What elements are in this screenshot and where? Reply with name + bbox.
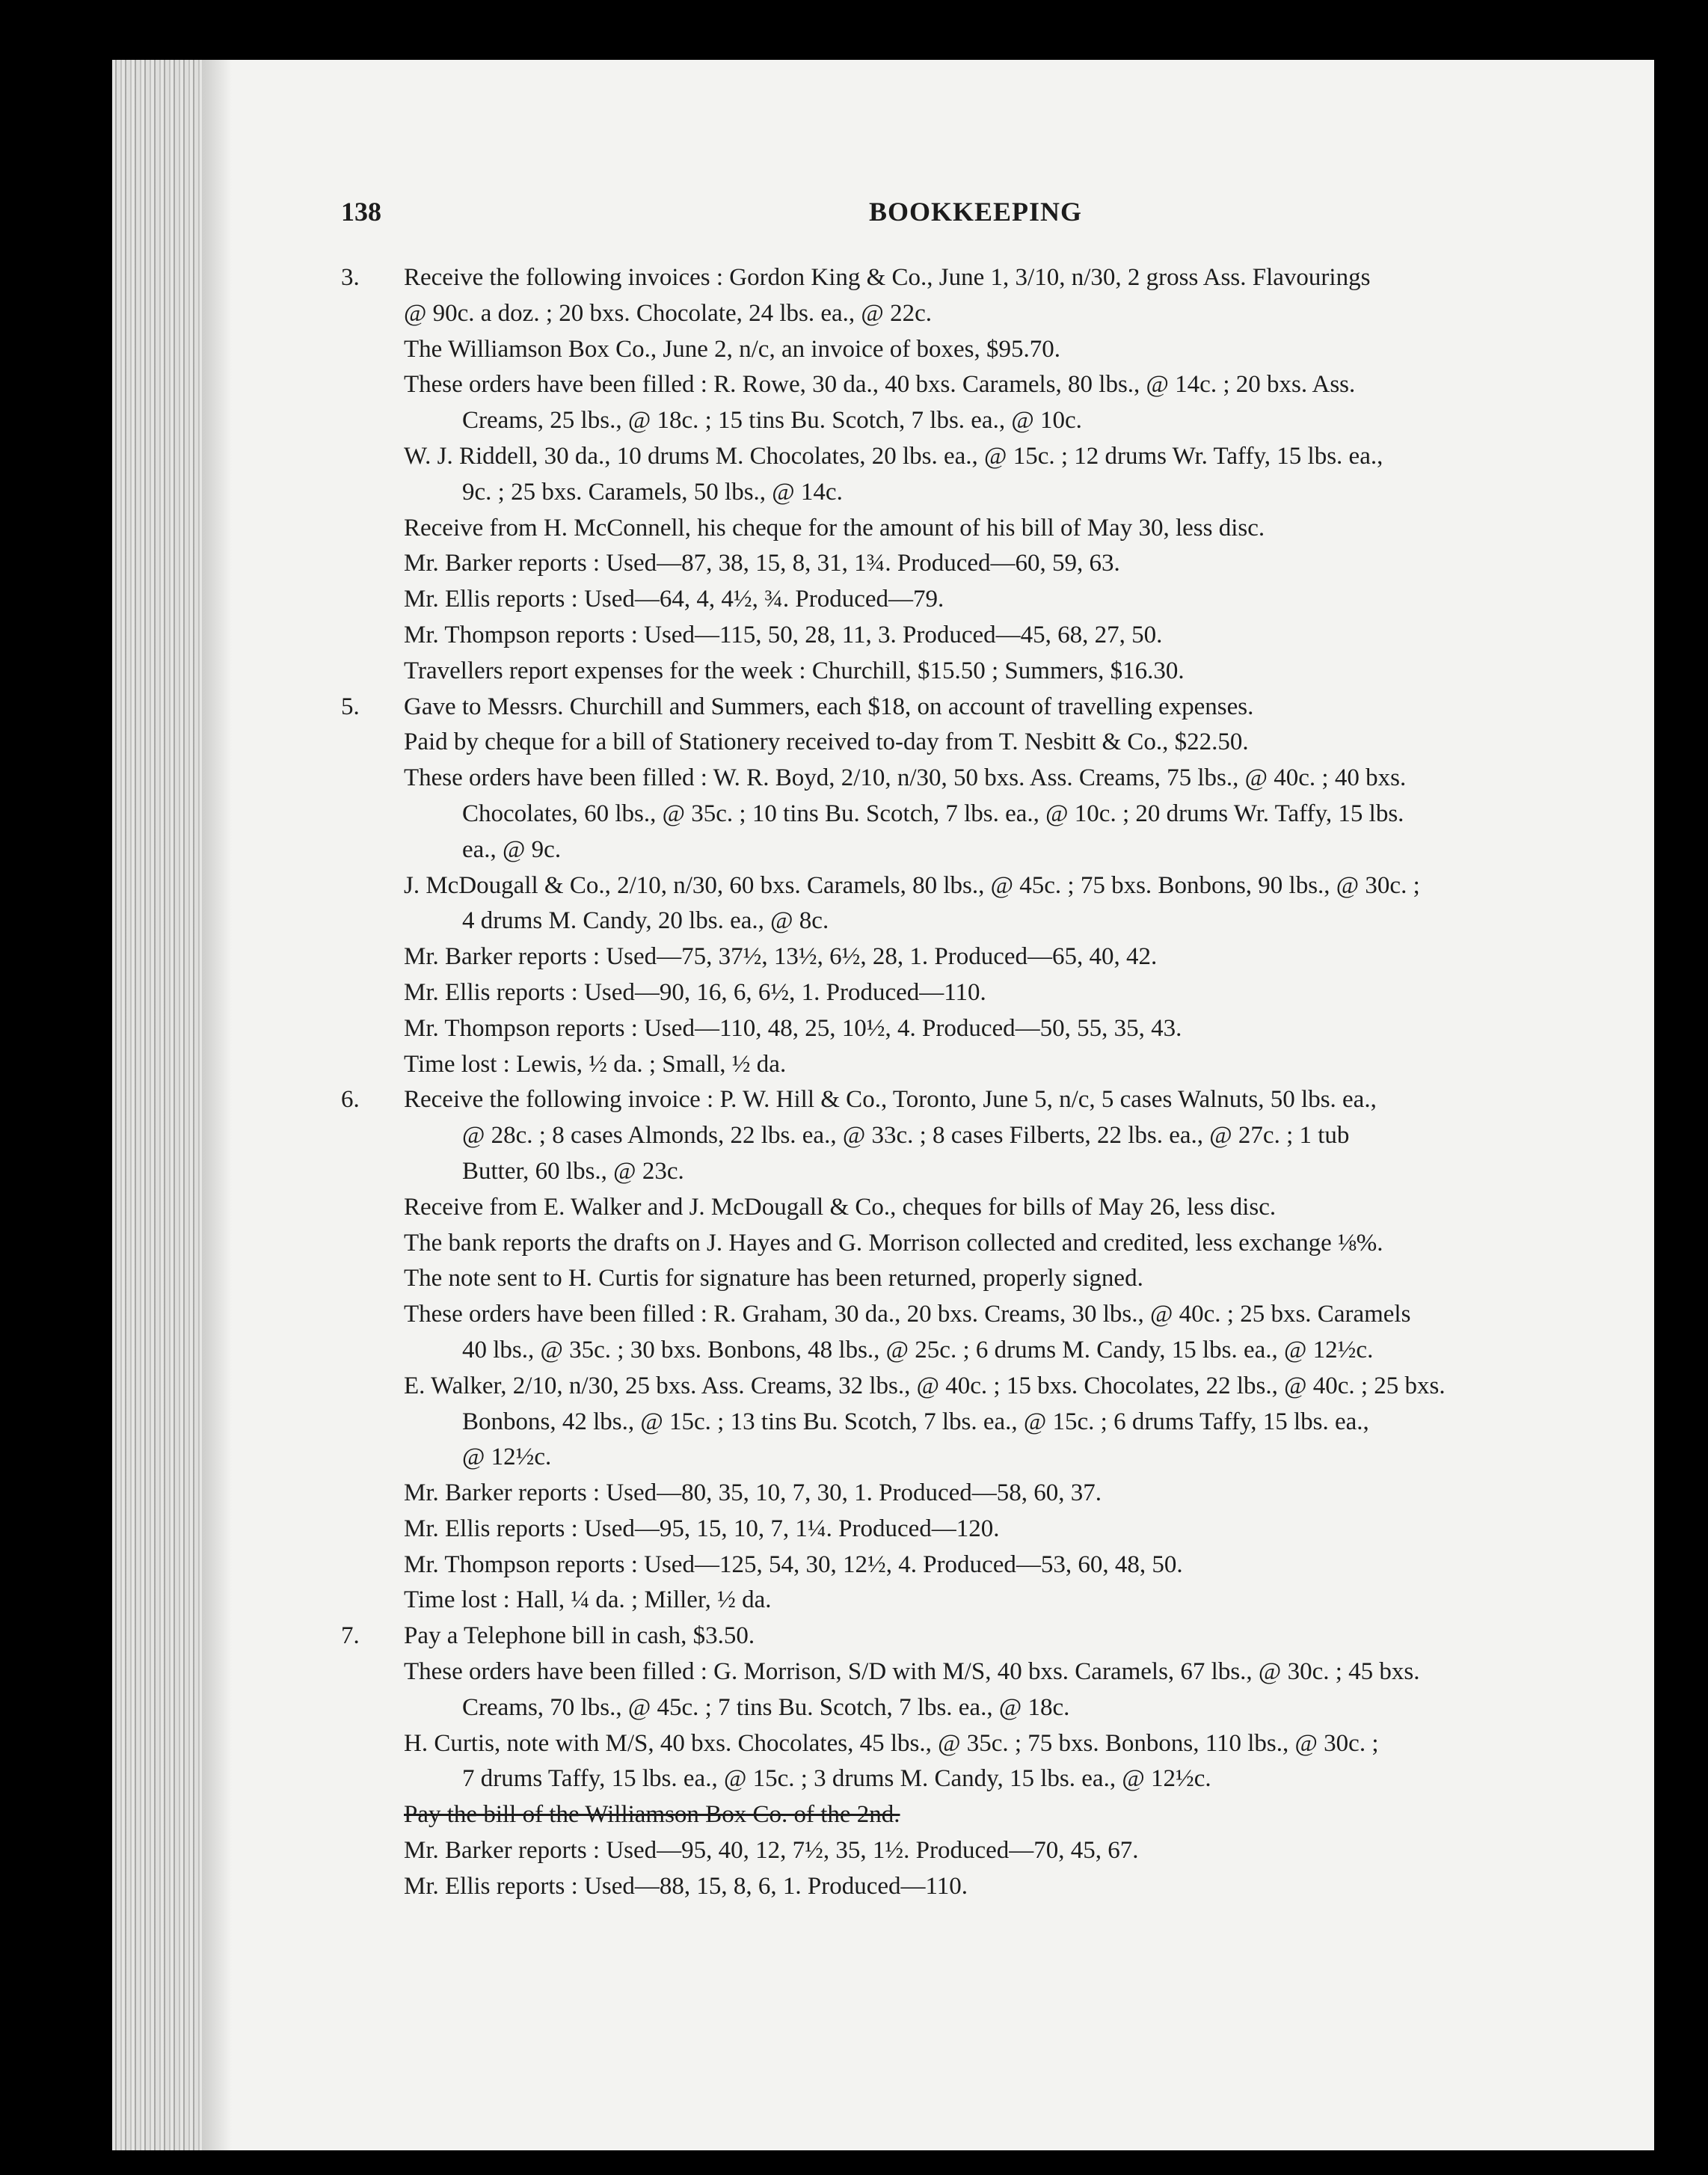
page-title: BOOKKEEPING bbox=[869, 197, 1083, 227]
entry-line: These orders have been filled : G. Morrison, S/D with M/S, 40 bxs. Caramels, 67 lbs., @ 30c. ; 45 bxs. bbox=[404, 1658, 1420, 1686]
report-line: Mr. Barker reports : Used—80, 35, 10, 7, 30, 1. Produced—58, 60, 37. bbox=[404, 1479, 1102, 1507]
entry-line: Paid by cheque for a bill of Stationery received to-day from T. Nesbitt & Co., $22.50. bbox=[404, 728, 1249, 756]
entry-line: 7. Pay a Telephone bill in cash, $3.50. bbox=[341, 1619, 1627, 1654]
entry-line: The note sent to H. Curtis for signature has been returned, properly signed. bbox=[404, 1265, 1143, 1292]
report-line: Mr. Barker reports : Used—87, 38, 15, 8, 31, 1¾. Produced—60, 59, 63. bbox=[404, 550, 1120, 577]
entry-line: @ 28c. ; 8 cases Almonds, 22 lbs. ea., @ 33c. ; 8 cases Filberts, 22 lbs. ea., @ 27c. ; 1 tub bbox=[462, 1122, 1350, 1150]
entry-line: These orders have been filled : R. Rowe, 30 da., 40 bxs. Caramels, 80 lbs., @ 14c. ; 20 bxs. Ass. bbox=[404, 371, 1356, 399]
report-line: Mr. Ellis reports : Used—95, 15, 10, 7, 1¼. Produced—120. bbox=[404, 1515, 1000, 1542]
report-line: Mr. Ellis reports : Used—90, 16, 6, 6½, 1. Produced—110. bbox=[404, 978, 986, 1006]
entry-line: Creams, 25 lbs., @ 18c. ; 15 tins Bu. Scotch, 7 lbs. ea., @ 10c. bbox=[462, 407, 1082, 435]
entry-line: J. McDougall & Co., 2/10, n/30, 60 bxs. Caramels, 80 lbs., @ 45c. ; 75 bxs. Bonbons, 90 lbs., @ 30c. ; bbox=[404, 871, 1420, 899]
entry-line: @ 12½c. bbox=[462, 1444, 552, 1471]
entry-line: Butter, 60 lbs., @ 23c. bbox=[462, 1157, 684, 1185]
entry-line: Time lost : Hall, ¼ da. ; Miller, ½ da. bbox=[404, 1586, 772, 1614]
report-line: Mr. Ellis reports : Used—88, 15, 8, 6, 1. Produced—110. bbox=[404, 1872, 968, 1900]
exercise-text bbox=[341, 260, 1627, 1905]
page-number: 138 bbox=[341, 197, 381, 227]
entry-line: These orders have been filled : R. Graham, 30 da., 20 bxs. Creams, 30 lbs., @ 40c. ; 25 bxs. Caramels bbox=[404, 1301, 1411, 1328]
report-line: Mr. Barker reports : Used—75, 37½, 13½, 6½, 28, 1. Produced—65, 40, 42. bbox=[404, 943, 1158, 971]
entry-line: 7 drums Taffy, 15 lbs. ea., @ 15c. ; 3 drums M. Candy, 15 lbs. ea., @ 12½c. bbox=[462, 1765, 1211, 1793]
entry-line: ea., @ 9c. bbox=[462, 835, 562, 863]
entry-line: 9c. ; 25 bxs. Caramels, 50 lbs., @ 14c. bbox=[462, 478, 843, 506]
report-line: Mr. Ellis reports : Used—64, 4, 4½, ¾. Produced—79. bbox=[404, 586, 944, 613]
report-line: Mr. Thompson reports : Used—125, 54, 30, 12½, 4. Produced—53, 60, 48, 50. bbox=[404, 1550, 1183, 1578]
entry-line-struck: Pay the bill of the Williamson Box Co. of the 2nd. bbox=[404, 1801, 900, 1829]
entry-line: The bank reports the drafts on J. Hayes and G. Morrison collected and credited, less exchange ⅛%. bbox=[404, 1229, 1383, 1257]
entry-line: Receive from E. Walker and J. McDougall & Co., cheques for bills of May 26, less disc. bbox=[404, 1193, 1277, 1221]
report-line: Mr. Barker reports : Used—95, 40, 12, 7½, 35, 1½. Produced—70, 45, 67. bbox=[404, 1837, 1139, 1865]
entry-line: 3. Receive the following invoices : Gordon King & Co., June 1, 3/10, n/30, 2 gross Ass. Flavourings bbox=[341, 260, 1627, 296]
entry-number: 3. bbox=[341, 264, 360, 291]
entry-line: @ 90c. a doz. ; 20 bxs. Chocolate, 24 lbs. ea., @ 22c. bbox=[404, 299, 932, 327]
entry-line: Bonbons, 42 lbs., @ 15c. ; 13 tins Bu. Scotch, 7 lbs. ea., @ 15c. ; 6 drums Taffy, 15 lbs. ea., bbox=[462, 1408, 1369, 1435]
entry-line: W. J. Riddell, 30 da., 10 drums M. Chocolates, 20 lbs. ea., @ 15c. ; 12 drums Wr. Taffy, 15 lbs. ea., bbox=[404, 442, 1383, 470]
entry-line: Chocolates, 60 lbs., @ 35c. ; 10 tins Bu. Scotch, 7 lbs. ea., @ 10c. ; 20 drums Wr. Taffy, 15 lbs. bbox=[462, 800, 1404, 827]
entry-number: 6. bbox=[341, 1086, 360, 1114]
entry-line: E. Walker, 2/10, n/30, 25 bxs. Ass. Creams, 32 lbs., @ 40c. ; 15 bxs. Chocolates, 22 lbs., @ 40c. ; 25 bxs. bbox=[404, 1372, 1446, 1399]
entry-line: 4 drums M. Candy, 20 lbs. ea., @ 8c. bbox=[462, 907, 829, 935]
entry-line: Travellers report expenses for the week : Churchill, $15.50 ; Summers, $16.30. bbox=[404, 657, 1185, 684]
entry-line: 40 lbs., @ 35c. ; 30 bxs. Bonbons, 48 lbs., @ 25c. ; 6 drums M. Candy, 15 lbs. ea., @ 12½c. bbox=[462, 1336, 1374, 1363]
entry-line: H. Curtis, note with M/S, 40 bxs. Chocolates, 45 lbs., @ 35c. ; 75 bxs. Bonbons, 110 lbs., @ 30c. ; bbox=[404, 1729, 1379, 1757]
entry-line: Creams, 70 lbs., @ 45c. ; 7 tins Bu. Scotch, 7 lbs. ea., @ 18c. bbox=[462, 1693, 1070, 1721]
report-line: Mr. Thompson reports : Used—115, 50, 28, 11, 3. Produced—45, 68, 27, 50. bbox=[404, 621, 1163, 648]
entry-line: The Williamson Box Co., June 2, n/c, an invoice of boxes, $95.70. bbox=[404, 335, 1060, 363]
report-line: Mr. Thompson reports : Used—110, 48, 25, 10½, 4. Produced—50, 55, 35, 43. bbox=[404, 1014, 1182, 1042]
entry-line: Time lost : Lewis, ½ da. ; Small, ½ da. bbox=[404, 1050, 787, 1078]
entry-line: 6. Receive the following invoice : P. W. Hill & Co., Toronto, June 5, n/c, 5 cases Walnuts, 50 lbs. ea., bbox=[341, 1082, 1627, 1118]
entry-number: 5. bbox=[341, 693, 360, 720]
entry-number: 7. bbox=[341, 1622, 360, 1650]
entry-line: These orders have been filled : W. R. Boyd, 2/10, n/30, 50 bxs. Ass. Creams, 75 lbs., @ 40c. ; 40 bxs. bbox=[404, 764, 1407, 792]
page-edge-shadow bbox=[112, 60, 202, 2150]
running-header bbox=[0, 196, 1708, 233]
entry-line: 5. Gave to Messrs. Churchill and Summers, each $18, on account of travelling expenses. bbox=[341, 690, 1627, 725]
entry-line: Receive from H. McConnell, his cheque for the amount of his bill of May 30, less disc. bbox=[404, 514, 1265, 542]
